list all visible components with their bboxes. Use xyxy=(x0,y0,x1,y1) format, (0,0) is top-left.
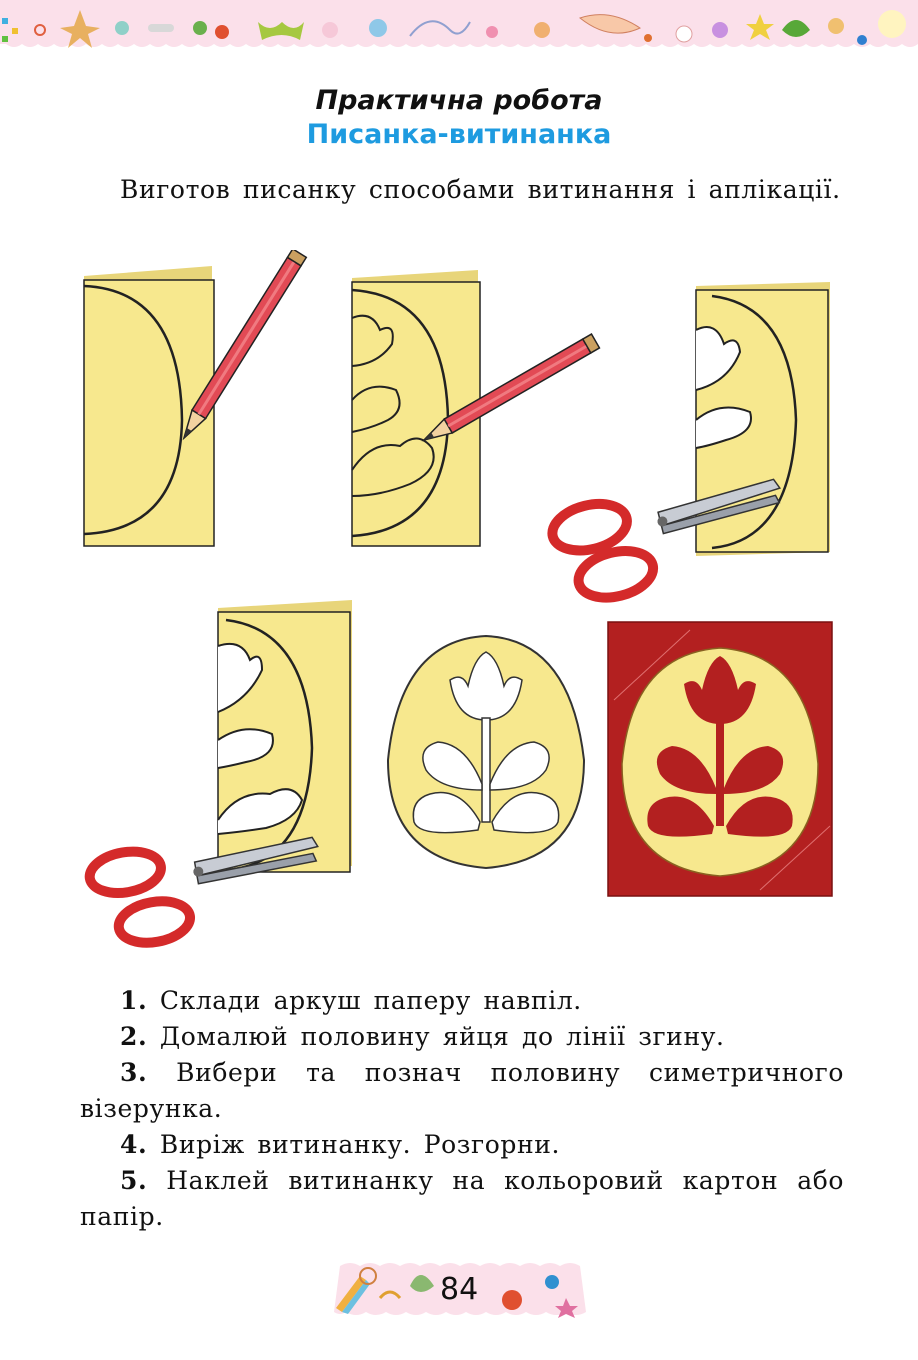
step-text: Склади аркуш паперу навпіл. xyxy=(159,986,582,1015)
page-title: Практична робота xyxy=(315,85,603,116)
title-block xyxy=(0,84,918,152)
step-number: 5. xyxy=(120,1166,148,1195)
page-footer xyxy=(330,1258,590,1320)
step-item xyxy=(80,983,844,1019)
decorative-top-border xyxy=(0,0,918,56)
step-number: 4. xyxy=(120,1130,148,1159)
step-one-illustration xyxy=(84,250,306,546)
step-item xyxy=(80,1163,844,1235)
steps-list xyxy=(80,983,844,1235)
step-four-illustration xyxy=(86,600,352,951)
step-number: 3. xyxy=(120,1058,148,1087)
step-item xyxy=(80,1127,844,1163)
step-number: 2. xyxy=(120,1022,148,1051)
step-three-illustration xyxy=(547,282,830,608)
step-text: Вибери та познач половину симетричного візерунка. xyxy=(80,1058,844,1123)
egg-cutout-illustration xyxy=(388,636,584,868)
illustrations xyxy=(0,250,918,980)
step-text: Виріж витинанку. Розгорни. xyxy=(159,1130,561,1159)
intro-text: Виготов писанку способами витинання і аплікації. xyxy=(120,175,841,204)
step-text: Наклей витинанку на кольоровий картон або папір. xyxy=(80,1166,844,1231)
page-number: 84 xyxy=(440,1272,479,1307)
step-item xyxy=(80,1055,844,1127)
page-subtitle: Писанка-витинанка xyxy=(306,119,612,150)
final-card-illustration xyxy=(608,622,832,896)
step-item xyxy=(80,1019,844,1055)
step-two-illustration xyxy=(352,270,599,546)
step-text: Домалюй половину яйця до лінії згину. xyxy=(159,1022,725,1051)
step-number: 1. xyxy=(120,986,148,1015)
